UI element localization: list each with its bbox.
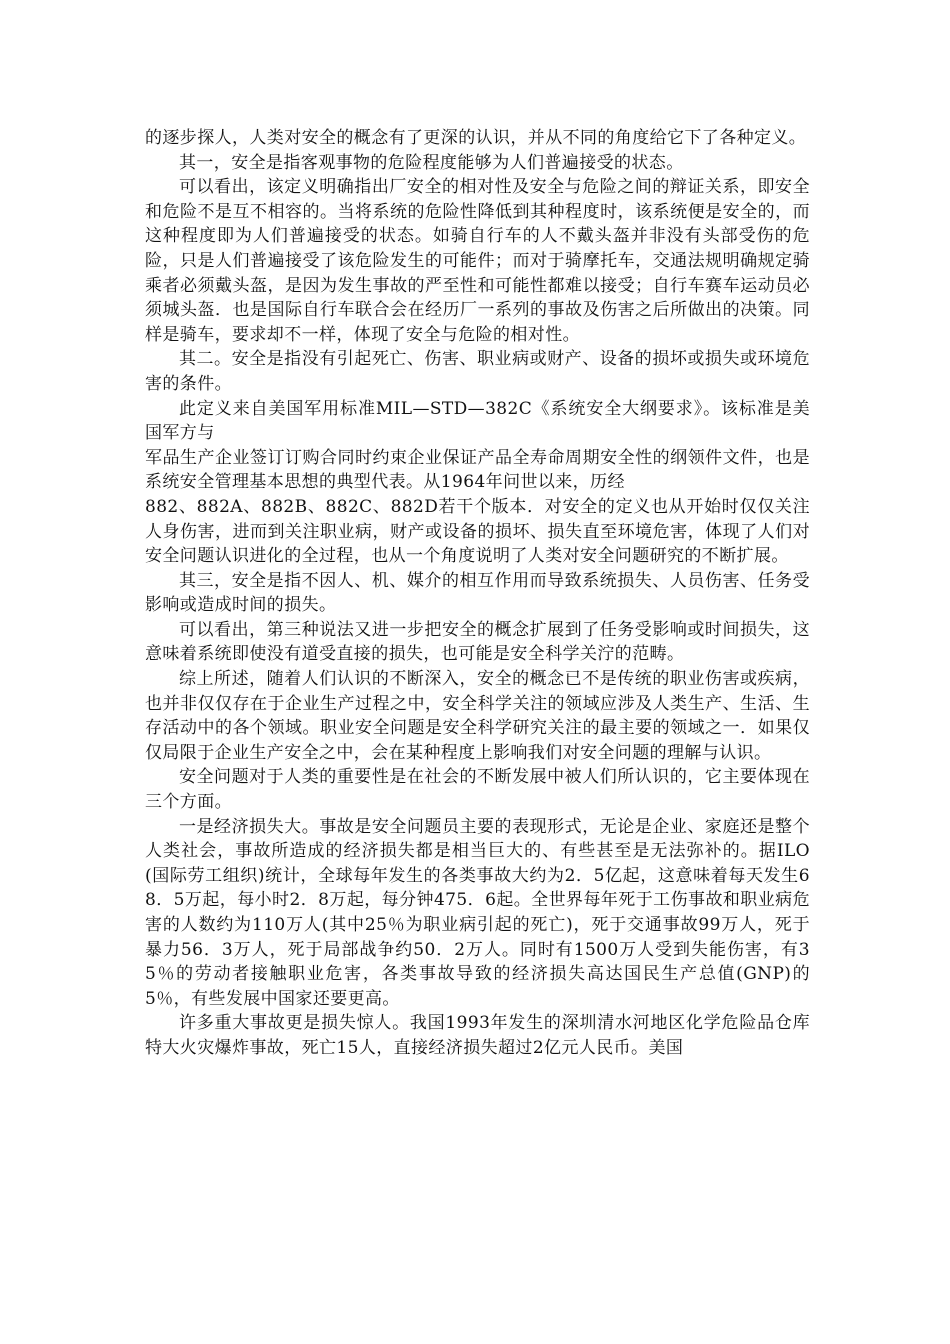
paragraph-10: 综上所述，随着人们认识的不断深入，安全的概念已不是传统的职业伤害或疾病，也并非仅仅存在于企业生产过程之中，安全科学关注的领域应涉及人类生产、生活、生存活动中的各个领域。职业安全问题是安全科学研究关注的最主要的领域之一．如果仅仅局限于企业生产安全之中，会在某种程度上影响我们对安全问题的理解与认识。	[145, 669, 810, 763]
paragraph-13: 许多重大事故更是损失惊人。我国1993年发生的深圳清水河地区化学危险品仓库特大火灾爆炸事故，死亡15人，直接经济损失超过2亿元人民币。美国	[145, 1013, 810, 1058]
paragraph-1: 的逐步探人，人类对安全的概念有了更深的认识，并从不同的角度给它下了各种定义。	[145, 128, 807, 148]
paragraph-6: 军品生产企业签订订购合同时约束企业保证产品全寿命周期安全性的纲领件文件，也是系统安全管理基本思想的典型代表。从1964年问世以来，历经	[145, 447, 810, 493]
paragraph-12: 一是经济损失大。事故是安全问题员主要的表现形式，无论是企业、家庭还是整个人类社会，事故所造成的经济损失都是相当巨大的、有些甚至是无法弥补的。据ILO(国际劳工组织)统计，全球每年发生的各类事故大约为2．5亿起，这意味着每天发生68．5万起，每小时2．8万起，每分钟475．6起。全世界每年死于工伤事故和职业病危害的人数约为110万人(其中25％为职业病引起的死亡)，死于交通事故99万人，死于暴力56．3万人，死于局部战争约50．2万人。同时有1500万人受到失能伤害，有35％的劳动者接触职业危害，各类事故导致的经济损失高达国民生产总值(GNP)的5％，有些发展中国家还要更高。	[145, 816, 810, 1009]
paragraph-4: 其二。安全是指没有引起死亡、伤害、职业病或财产、设备的损坏或损失或环境危害的条件。	[145, 349, 810, 394]
paragraph-2: 其一，安全是指客观事物的危险程度能够为人们普遍接受的状态。	[179, 152, 684, 173]
paragraph-5: 此定义来自美国军用标准MIL—STD—382C《系统安全大纲要求》。该标准是美国军方与	[145, 398, 810, 444]
paragraph-8: 其三，安全是指不因人、机、媒介的相互作用而导致系统损失、人员伤害、任务受影响或造成时间的损失。	[145, 570, 810, 616]
document-body	[145, 126, 810, 1061]
paragraph-9: 可以看出，第三种说法又进一步把安全的概念扩展到了任务受影响或时间损失，这意味着系统即使没有道受直接的损失，也可能是安全科学关泞的范畴。	[145, 619, 810, 665]
paragraph-7: 882、882A、882B、882C、882D若干个版本．对安全的定义也从开始时仅仅关注人身伤害，进而到关注职业病，财产或设备的损坏、损失直至环境危害，体现了人们对安全问题认识进化的全过程，也从一个角度说明了人类对安全问题研究的不断扩展。	[145, 496, 810, 567]
paragraph-3: 可以看出，该定义明确指出厂安全的相对性及安全与危险之间的辩证关系，即安全和危险不是互不相容的。当将系统的危险性降低到其种程度时，该系统便是安全的，而这种程度即为人们普遍接受的状态。如骑自行车的人不戴头盔并非没有头部受伤的危险，只是人们普遍接受了该危险发生的可能件；而对于骑摩托车，交通法规明确规定骑乘者必须戴头盔，是因为发生事故的严至性和可能性都难以接受；自行车赛车运动员必须城头盔．也是国际自行车联合会在经历厂一系列的事故及伤害之后所做出的决策。同样是骑车，要求却不一样，体现了安全与危险的相对性。	[145, 177, 810, 345]
paragraph-11: 安全问题对于人类的重要性是在社会的不断发展中被人们所认识的，它主要体现在三个方面。	[145, 767, 810, 813]
